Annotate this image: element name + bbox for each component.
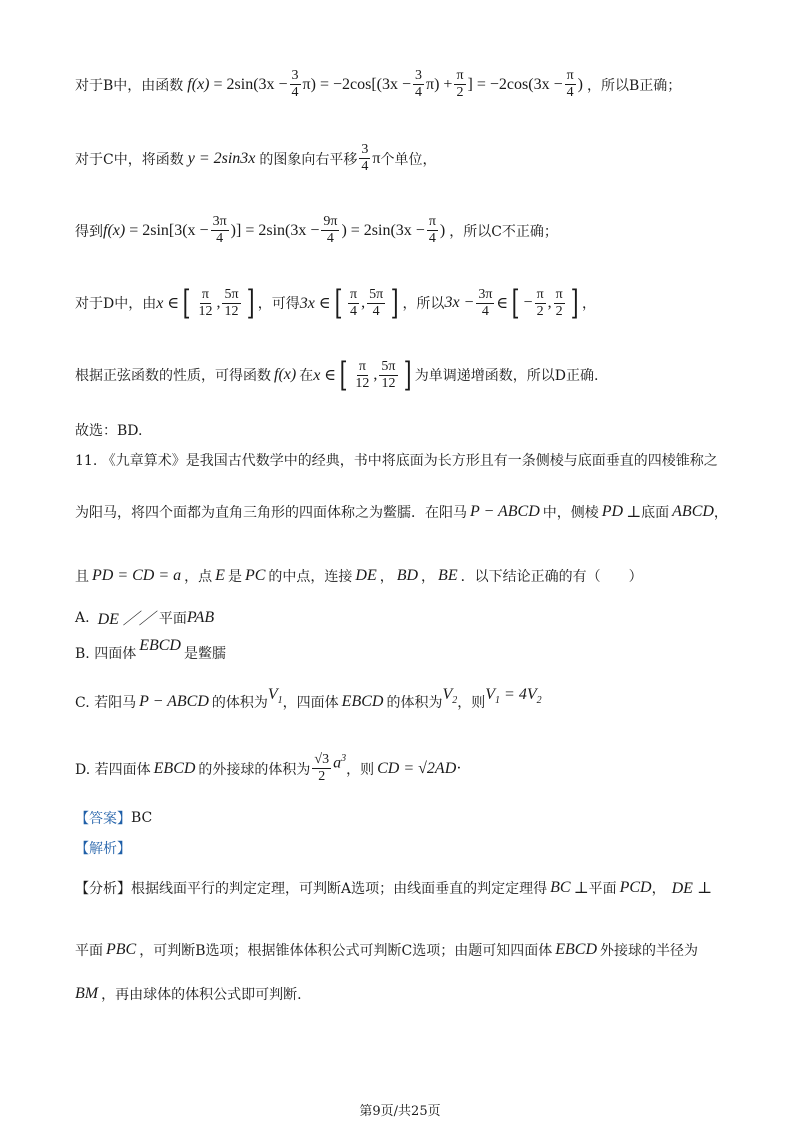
math: EBCD <box>555 941 597 958</box>
math: BM <box>75 985 99 1002</box>
text: 11. 《九章算术》是我国古代数学中的经典，书中将底面为长方形且有一条侧棱与底面垂直的四棱锥称之 <box>75 453 718 469</box>
math: DE ⊥ <box>671 880 712 897</box>
numerator: 9π <box>323 214 338 229</box>
denominator: 12 <box>198 303 213 319</box>
math: P − ABCD <box>139 693 209 711</box>
text: 个单位， <box>380 151 437 168</box>
math: , <box>373 366 378 383</box>
math: EBCD <box>153 759 196 777</box>
math: V <box>442 686 453 703</box>
bracket-left: [ <box>511 283 520 323</box>
subscript: 2 <box>536 695 542 707</box>
text: 为单调递增函数，所以D正确. <box>414 368 599 384</box>
math: f(x) <box>103 221 126 239</box>
math: PBC <box>106 941 137 958</box>
math: = 2sin(3x − <box>213 75 288 93</box>
numerator: 3π <box>212 214 227 229</box>
denominator: 4 <box>216 231 224 246</box>
fraction <box>211 214 229 247</box>
denominator: 4 <box>291 85 299 100</box>
math: E <box>215 567 225 584</box>
text: D. 若四面体 <box>75 761 151 778</box>
text: 中，侧棱 <box>542 505 599 521</box>
text: 平面 <box>75 943 103 959</box>
numerator: π <box>428 214 436 229</box>
text: 且 <box>75 569 89 585</box>
math: BD <box>396 567 419 584</box>
fraction <box>367 287 385 320</box>
text: 在 <box>299 368 314 384</box>
text: 的中点，连接 <box>268 569 353 585</box>
math: PAB <box>186 608 215 626</box>
math: PD = CD = a <box>92 567 182 584</box>
analysis-line <box>75 838 760 858</box>
math: PCD <box>619 879 652 896</box>
numerator: π <box>350 286 358 302</box>
math: ) <box>577 75 583 93</box>
text: 的图象向右平移 <box>259 151 358 168</box>
text: 的体积为 <box>211 695 268 712</box>
text: ，四面体 <box>282 695 339 712</box>
numerator: π <box>566 68 574 83</box>
superscript: 3 <box>341 752 347 764</box>
math: PC <box>244 567 266 584</box>
bracket-right: ] <box>390 283 399 323</box>
text: 根据正弦函数的性质，可得函数 <box>75 368 271 384</box>
math: EBCD <box>341 693 384 711</box>
bracket-right: ] <box>403 355 412 395</box>
text: 底面 <box>641 505 670 521</box>
math: = 4V <box>500 686 537 703</box>
text: ， <box>713 505 728 521</box>
text: ，可得 <box>257 296 300 312</box>
solution-c-line <box>75 142 760 175</box>
math <box>485 686 541 706</box>
text: 是 <box>227 569 242 585</box>
math: · <box>456 759 462 777</box>
math: , <box>216 294 221 311</box>
text: ，再由球体的体积公式即可判断. <box>101 987 302 1003</box>
text: ，点 <box>184 569 213 585</box>
math: a <box>333 754 342 772</box>
math: CD = √2AD <box>377 759 457 777</box>
text: B. 四面体 <box>75 646 137 662</box>
math: − <box>523 294 533 311</box>
q11-line-2 <box>75 502 760 522</box>
solution-d2-line <box>75 355 760 395</box>
denominator: 4 <box>326 231 334 246</box>
denominator: 2 <box>536 303 544 319</box>
fraction <box>454 68 465 101</box>
math: P − ABCD <box>470 503 540 520</box>
denominator: 4 <box>481 303 489 319</box>
denominator: 4 <box>566 85 574 100</box>
subscript: 1 <box>277 695 283 707</box>
numerator: √3 <box>314 752 330 767</box>
denominator: 4 <box>428 231 436 246</box>
fraction <box>290 68 301 101</box>
option-c <box>75 686 760 712</box>
text: ，所以 <box>402 296 445 312</box>
math: ⊥ <box>626 504 642 521</box>
text: ，可判断B选项；根据锥体体积公式可判断C选项；由题可知四面体 <box>139 943 553 959</box>
math: V <box>267 686 278 703</box>
subscript: 2 <box>452 695 458 707</box>
math: ) <box>439 221 446 239</box>
numerator: 3 <box>291 68 299 83</box>
denominator: 12 <box>381 375 396 391</box>
fraction <box>427 214 438 247</box>
numerator: 3π <box>478 286 493 302</box>
denominator: 4 <box>361 159 369 174</box>
text: 故选：BD. <box>75 423 143 439</box>
math: π) + <box>426 75 453 93</box>
fraction <box>312 752 331 785</box>
answer-value: BC <box>131 810 153 826</box>
bracket-left: [ <box>339 355 348 395</box>
denominator: 4 <box>350 303 358 319</box>
fraction <box>348 287 359 320</box>
math: x ∈ <box>313 367 337 384</box>
numerator: 5π <box>224 286 239 302</box>
denominator: 4 <box>415 85 423 100</box>
denominator: 2 <box>318 769 326 784</box>
fraction <box>379 359 397 392</box>
numerator: π <box>456 68 464 83</box>
analysis-para-2 <box>75 940 760 960</box>
fraction <box>554 287 565 320</box>
bracket-right: ] <box>246 283 255 323</box>
math: , <box>547 294 552 311</box>
math: BC <box>550 879 571 896</box>
math: 3x ∈ <box>299 295 331 312</box>
text: 平面 <box>158 610 187 627</box>
math: ⊥ <box>573 880 589 897</box>
text: 得到 <box>75 223 103 240</box>
math: DE <box>355 567 377 584</box>
fraction <box>476 287 494 320</box>
math <box>268 686 283 706</box>
text: ， <box>581 296 596 312</box>
math: ) = 2sin(3x − <box>341 221 425 239</box>
analysis-tag: 【解析】 <box>75 841 131 857</box>
math: DE ／／ <box>97 611 155 628</box>
math: y = 2sin3x <box>187 149 256 167</box>
math: = 2sin[3(x − <box>129 221 209 239</box>
math: f(x) <box>187 75 210 93</box>
numerator: 3 <box>361 142 369 157</box>
math: ABCD <box>672 503 714 520</box>
text: ，则 <box>346 761 375 778</box>
math: 3x − <box>444 294 475 311</box>
math: )] = 2sin(3x − <box>230 221 320 239</box>
math: EBCD <box>139 637 181 654</box>
denominator: 12 <box>355 375 370 391</box>
math: ∈ <box>496 295 509 312</box>
page-footer: 第9页/共25页 <box>359 1104 441 1119</box>
option-letter: A. <box>75 609 90 626</box>
numerator: 5π <box>369 286 384 302</box>
choice-line <box>75 420 760 440</box>
text: ．以下结论正确的有（ ） <box>460 569 643 585</box>
fraction <box>321 214 339 247</box>
option-a <box>75 606 760 629</box>
q11-line-1 <box>75 450 760 470</box>
text: 根据线面平行的判定定理，可判断A选项；由线面垂直的判定定理得 <box>131 881 548 897</box>
text: 是鳖臑 <box>183 646 226 662</box>
analysis-para-3 <box>75 984 760 1004</box>
text: ，则 <box>457 695 486 712</box>
answer-line <box>75 808 760 828</box>
math: ] = −2cos(3x − <box>467 75 563 93</box>
solution-d-line <box>75 283 760 323</box>
numerator: 5π <box>381 358 396 374</box>
analysis-sub-tag: 【分析】 <box>75 881 131 897</box>
text: 平面 <box>588 881 617 897</box>
analysis-para-1: 【分析】 根据线面平行的判定定理，可判断A选项；由线面垂直的判定定理得 BC ⊥ 平面 PCD ， DE ⊥ <box>75 879 712 897</box>
option-d <box>75 752 760 785</box>
text: 对于B中，由函数 <box>75 77 184 94</box>
bracket-left: [ <box>334 283 343 323</box>
math: PD <box>601 503 624 520</box>
numerator: π <box>536 286 544 302</box>
numerator: 3 <box>415 68 423 83</box>
answer-tag: 【答案】 <box>75 811 131 827</box>
text: C. 若阳马 <box>75 695 137 712</box>
solution-b-line <box>75 68 760 101</box>
text: ，所以B正确； <box>587 77 682 94</box>
numerator: π <box>201 286 209 302</box>
math: x ∈ <box>156 295 180 312</box>
denominator: 2 <box>555 303 563 319</box>
bracket-left: [ <box>182 283 191 323</box>
fraction <box>353 359 371 392</box>
numerator: π <box>555 286 563 302</box>
numerator: π <box>358 358 366 374</box>
fraction <box>535 287 546 320</box>
math: π) = −2cos[(3x − <box>302 75 412 93</box>
q11-line-3: 且 PD = CD = a ，点 E 是 PC 的中点，连接 DE ， BD ， BE ．以下结论正确的有（ ） <box>75 567 643 585</box>
denominator: 4 <box>372 303 380 319</box>
math <box>442 686 457 706</box>
subscript: 1 <box>495 695 501 707</box>
bracket-right: ] <box>570 283 579 323</box>
denominator: 12 <box>224 303 239 319</box>
solution-c2-line <box>75 214 760 247</box>
math: π <box>372 149 381 167</box>
fraction <box>565 68 576 101</box>
math: BE <box>438 567 458 584</box>
text: 的外接球的体积为 <box>198 761 311 778</box>
text: 对于D中，由 <box>75 296 157 312</box>
text: 对于C中，将函数 <box>75 151 184 168</box>
fraction <box>196 287 214 320</box>
text: 外接球的半径为 <box>600 943 698 959</box>
text: 的体积为 <box>386 695 443 712</box>
fraction <box>359 142 370 175</box>
option-b <box>75 637 760 663</box>
math: , <box>361 294 366 311</box>
fraction <box>222 287 240 320</box>
text: ，所以C不正确； <box>449 223 558 240</box>
text: 为阳马，将四个面都为直角三角形的四面体称之为鳖臑．在阳马 <box>75 505 467 521</box>
math: f(x) <box>274 366 297 383</box>
denominator: 2 <box>456 85 464 100</box>
math: V <box>485 686 496 703</box>
math <box>333 753 346 772</box>
fraction <box>413 68 424 101</box>
